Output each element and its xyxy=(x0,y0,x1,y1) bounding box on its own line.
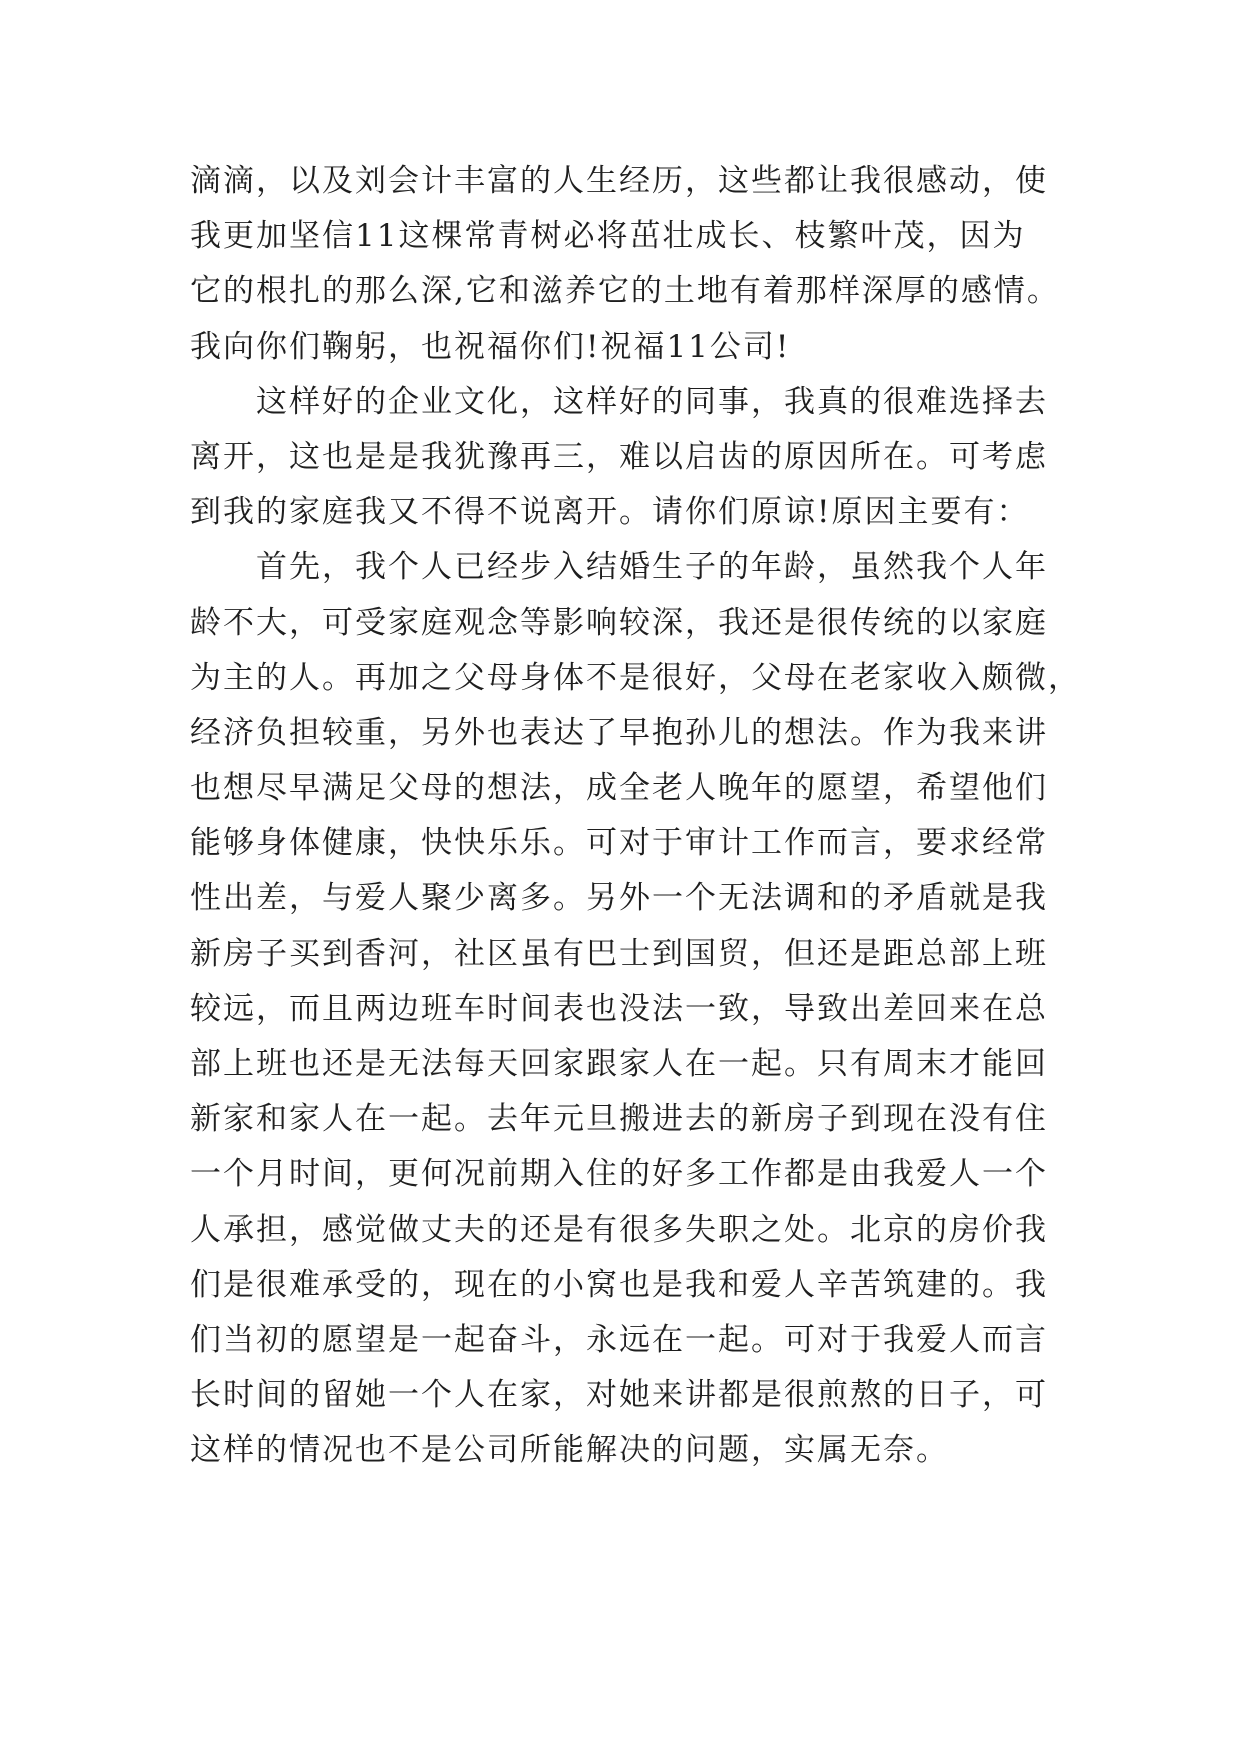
text-line: 性出差，与爱人聚少离多。另外一个无法调和的矛盾就是我 xyxy=(190,880,1048,917)
text-line: 们当初的愿望是一起奋斗，永远在一起。可对于我爱人而言 xyxy=(190,1321,1048,1358)
text-line: 到我的家庭我又不得不说离开。请你们原谅!原因主要有： xyxy=(190,494,1030,531)
text-line: 新家和家人在一起。去年元旦搬进去的新房子到现在没有住 xyxy=(190,1101,1048,1138)
text-line: 它的根扎的那么深,它和滋养它的土地有着那样深厚的感情。 xyxy=(190,273,1060,310)
text-line: 能够身体健康，快快乐乐。可对于审计工作而言，要求经常 xyxy=(190,825,1048,862)
text-line: 们是很难承受的，现在的小窝也是我和爱人辛苦筑建的。我 xyxy=(190,1266,1048,1303)
text-line: 部上班也还是无法每天回家跟家人在一起。只有周末才能回 xyxy=(190,1046,1048,1082)
text-line: 新房子买到香河，社区虽有巴士到国贸，但还是距总部上班 xyxy=(190,935,1048,972)
text-line: 长时间的留她一个人在家，对她来讲都是很煎熬的日子，可 xyxy=(190,1377,1048,1414)
text-line: 为主的人。再加之父母身体不是很好，父母在老家收入颇微， xyxy=(190,659,1081,696)
text-line: 也想尽早满足父母的想法，成全老人晚年的愿望，希望他们 xyxy=(190,770,1048,807)
text-line: 人承担，感觉做丈夫的还是有很多失职之处。北京的房价我 xyxy=(190,1211,1048,1248)
text-line: 龄不大，可受家庭观念等影响较深，我还是很传统的以家庭 xyxy=(190,604,1048,641)
text-line: 离开，这也是是我犹豫再三，难以启齿的原因所在。可考虑 xyxy=(190,438,1048,475)
text-line: 一个月时间，更何况前期入住的好多工作都是由我爱人一个 xyxy=(190,1156,1048,1193)
paragraph-first-line: 这样好的企业文化，这样好的同事，我真的很难选择去 xyxy=(256,383,1048,420)
text-line: 我更加坚信11这棵常青树必将茁壮成长、枝繁叶茂，因为 xyxy=(190,218,1026,255)
body-text xyxy=(190,154,1090,1479)
paragraph-first-line: 首先，我个人已经步入结婚生子的年龄，虽然我个人年 xyxy=(256,549,1048,586)
text-line: 我向你们鞠躬，也祝福你们!祝福11公司! xyxy=(190,328,791,365)
text-line: 这样的情况也不是公司所能解决的问题，实属无奈。 xyxy=(190,1432,949,1469)
text-line: 经济负担较重，另外也表达了早抱孙儿的想法。作为我来讲 xyxy=(190,714,1048,751)
text-line: 滴滴，以及刘会计丰富的人生经历，这些都让我很感动，使 xyxy=(190,163,1048,199)
text-line: 较远，而且两边班车时间表也没法一致，导致出差回来在总 xyxy=(190,990,1048,1027)
